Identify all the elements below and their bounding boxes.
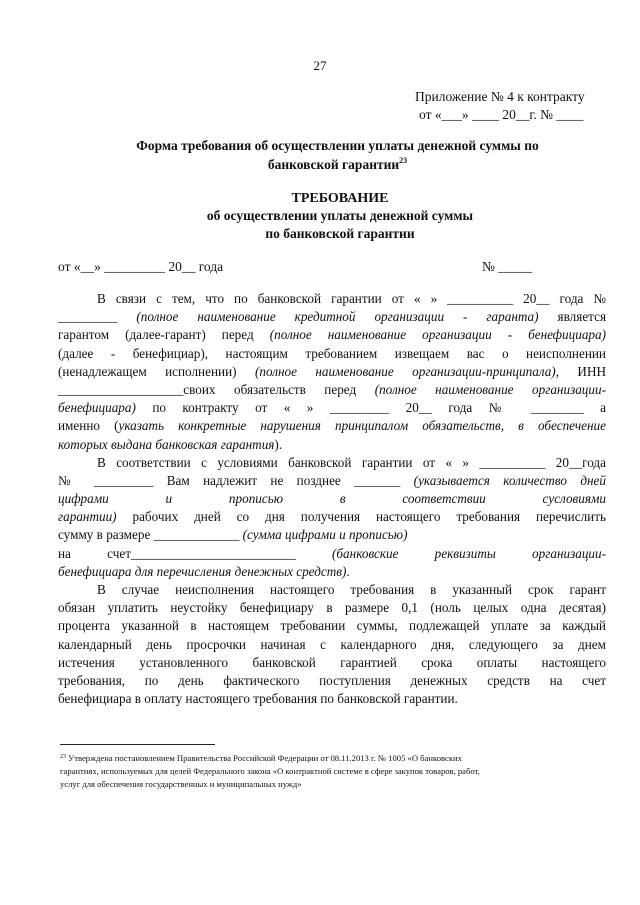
p1-l6-text: ___________________своих обязательств перед xyxy=(58,381,375,397)
p2-line-2 xyxy=(58,472,606,490)
footnote-line-2: гарантиях, используемых для целей Федерального закона «О контрактной системе в сфере закупок товаров, работ, xyxy=(60,766,480,776)
p2-l4-italic: гарантии) xyxy=(58,509,117,525)
p1-l5-text: (ненадлежащем исполнении) xyxy=(58,363,255,379)
demand-subheading-line-2: по банковской гарантии xyxy=(265,226,415,241)
footnote-divider xyxy=(60,744,215,745)
p2-l7-italic: бенефициара для перечисления денежных средств) xyxy=(58,563,347,579)
p1-l7-italic: бенефициара) xyxy=(58,400,136,416)
p1-line-8 xyxy=(58,417,606,435)
p2-line-1: В соответствии с условиями банковской гарантии от « » __________ 20__года xyxy=(97,454,606,470)
p1-l6-italic: (полное наименование организации- xyxy=(374,381,606,397)
appendix-reference xyxy=(415,88,585,124)
p3-line-4: календарный день просрочки начиная с календарного дня, следующего за днем xyxy=(58,636,606,652)
p1-l3-beneficiary: (полное наименование организации - бенефициара) xyxy=(269,327,607,343)
demand-body xyxy=(58,290,606,708)
footnote-number: 23 xyxy=(60,754,66,760)
form-title xyxy=(80,136,595,174)
demand-subheading xyxy=(60,207,620,243)
p1-l8-text: именно ( xyxy=(58,418,119,434)
p1-l9-italic: которых выдана банковская гарантия xyxy=(58,436,275,452)
demand-number: № _____ xyxy=(482,259,533,274)
p1-l5-inn: ИНН xyxy=(559,363,606,379)
p1-l9-end: ). xyxy=(274,436,283,452)
appendix-line-2: от «___» ____ 20__г. № ____ xyxy=(419,107,584,122)
p1-l2-end: является xyxy=(538,309,607,325)
p2-l6-text: на счет_________________________ xyxy=(58,545,333,561)
paragraph-1 xyxy=(58,290,606,454)
footnote xyxy=(60,752,580,791)
paragraph-3 xyxy=(58,581,606,708)
p2-line-6 xyxy=(58,545,606,563)
p1-l8-italic: указать конкретные нарушения принципалом обязательств, в обеспечение xyxy=(118,418,606,434)
p1-l7-text: по контракту от « » _________ 20__ года № ________ а xyxy=(135,400,606,416)
demand-heading: ТРЕБОВАНИЕ xyxy=(291,191,389,206)
p1-line-3 xyxy=(58,326,606,344)
p2-l2-text: № _________ Вам надлежит не позднее _______ xyxy=(58,472,414,488)
p1-line-1: В связи с тем, что по банковской гарантии от « » __________ 20__ года № xyxy=(97,291,606,306)
p1-line-2 xyxy=(58,308,606,326)
p2-line-4 xyxy=(58,508,606,526)
p1-l2-guarantor: (полное наименование кредитной организации - гаранта) xyxy=(136,309,539,325)
demand-date: от «__» _________ 20__ года xyxy=(58,259,224,274)
p1-l5-principal: (полное наименование организации-принципала), xyxy=(254,363,559,379)
p2-line-7 xyxy=(58,563,606,581)
p2-l4-text: рабочих дней со дня получения настоящего требования перечислить xyxy=(116,509,606,525)
p2-l3-italic-b: условиями xyxy=(548,491,606,507)
p1-line-6 xyxy=(58,381,606,399)
p1-l2-blank: _________ xyxy=(58,309,137,325)
form-title-line-2 xyxy=(80,155,595,174)
p3-line-1: В случае неисполнения настоящего требования в указанный срок гарант xyxy=(97,582,606,597)
form-title-line-1: Форма требования об осуществлении уплаты денежной суммы по xyxy=(136,138,539,153)
p2-l3-italic-a: цифрами и прописью в соответствии с xyxy=(58,491,549,507)
footnote-line-3: услуг для обеспечения государственных и муниципальных нужд» xyxy=(60,779,302,789)
p3-line-2: обязан уплатить неустойку бенефициару в размере 0,1 (ноль целых одна десятая) xyxy=(58,600,606,616)
demand-subheading-line-1: об осуществлении уплаты денежной суммы xyxy=(206,208,474,223)
p2-l6-italic: (банковские реквизиты организации- xyxy=(332,545,607,561)
p1-l3-text: гарантом (далее-гарант) перед xyxy=(58,327,270,343)
appendix-line-1: Приложение № 4 к контракту xyxy=(415,89,585,104)
page-number: 27 xyxy=(313,58,327,73)
p2-l5-text: сумму в размере _____________ xyxy=(58,527,243,543)
p2-line-3 xyxy=(58,490,606,508)
p1-line-9 xyxy=(58,436,606,454)
p2-l2-italic: (указывается количество дней xyxy=(413,472,606,488)
p3-line-3: процента указанной в настоящем требовании суммы, подлежащей уплате за каждый xyxy=(58,618,606,634)
p3-line-5: истечения установленного банковской гарантией срока оплаты настоящего xyxy=(58,654,606,670)
p2-l7-end: . xyxy=(346,563,350,579)
p1-line-7 xyxy=(58,399,606,417)
p2-l5-italic: (сумма цифрами и прописью) xyxy=(242,527,408,543)
p3-line-6: требования, по день фактического поступления денежных средств на счет xyxy=(58,672,606,688)
p2-line-5 xyxy=(58,526,606,544)
footnote-line-1-text: Утверждена постановлением Правительства Российской Федерации от 08.11.2013 г. № 1005 «О банковских xyxy=(66,753,462,763)
p1-line-4: (далее - бенефициар), настоящим требованием извещаем вас о неисполнении xyxy=(58,345,606,361)
p3-line-7: бенефициара в оплату настоящего требования по банковской гарантии. xyxy=(58,691,458,707)
form-title-line-2-text: банковской гарантии xyxy=(267,157,400,172)
paragraph-2 xyxy=(58,454,606,581)
p1-line-5 xyxy=(58,363,606,381)
footnote-line-1 xyxy=(60,752,580,765)
footnote-reference: 23 xyxy=(399,156,408,165)
